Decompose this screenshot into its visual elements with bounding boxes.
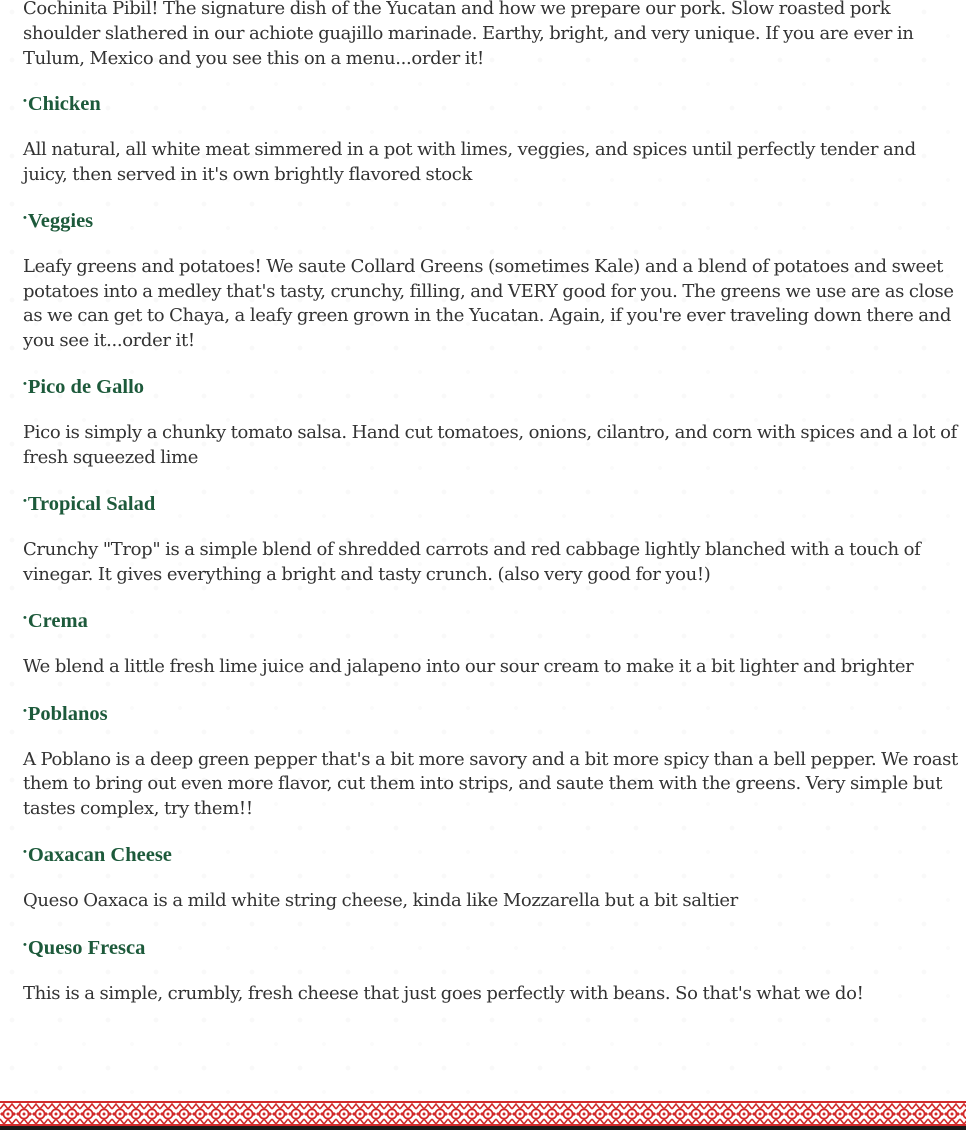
item-description: We blend a little fresh lime juice and jalapeno into our sour cream to make it a bit lighter and brighter: [23, 656, 914, 677]
item-title: [23, 208, 958, 235]
item-title: [23, 935, 958, 962]
item-title: [23, 91, 958, 118]
bullet: •: [23, 846, 27, 858]
item-description: Crunchy "Trop" is a simple blend of shredded carrots and red cabbage lightly blanched with a touch of vinegar. It gives everything a bright and tasty crunch. (also very good for you!): [23, 539, 921, 585]
item-description: All natural, all white meat simmered in a pot with limes, veggies, and spices until perfectly tender and juicy, then served in it's own brightly flavored stock: [23, 139, 916, 185]
item-description: Leafy greens and potatoes! We saute Collard Greens (sometimes Kale) and a blend of potatoes and sweet potatoes into a medley that's tasty, crunchy, filling, and VERY good for you. The greens we use are as close as we can get to Chaya, a leafy green grown in the Yucatan. Again, if you're ever traveling down there and you see it...order it!: [23, 256, 954, 351]
bullet: •: [23, 938, 27, 951]
item-description: This is a simple, crumbly, fresh cheese that just goes perfectly with beans. So that's what we do!: [23, 982, 864, 1004]
item-title: [23, 608, 958, 635]
menu-item-oaxacan-cheese: [23, 842, 958, 914]
bullet: •: [23, 612, 27, 624]
item-title-text: Veggies: [27, 210, 94, 232]
bullet: •: [23, 495, 27, 507]
item-description: A Poblano is a deep green pepper that's a bit more savory and a bit more spicy than a bell pepper. We roast them to bring out even more flavor, cut them into strips, and saute them with the greens. Very simple but tastes complex, try them!!: [23, 748, 958, 819]
menu-item-poblanos: [23, 701, 958, 822]
pattern-fill: [0, 1101, 966, 1126]
menu-item-tropical-salad: [23, 491, 958, 587]
menu-content: [23, 0, 958, 1027]
item-description: Queso Oaxaca is a mild white string cheese, kinda like Mozzarella but a bit saltier: [23, 890, 738, 911]
item-description: Pico is simply a chunky tomato salsa. Hand cut tomatoes, onions, cilantro, and corn with spices and a lot of fresh squeezed lime: [23, 422, 957, 468]
item-title: [23, 842, 958, 869]
item-title: [23, 374, 958, 401]
item-title-text: Pico de Gallo: [27, 376, 145, 398]
pattern-border-graphic: [0, 1101, 966, 1126]
bullet: •: [23, 95, 27, 107]
menu-item-veggies: [23, 208, 958, 353]
item-title-text: Chicken: [27, 93, 101, 115]
item-title: [23, 491, 958, 518]
item-title-text: Oaxacan Cheese: [27, 844, 172, 866]
item-title-text: Crema: [27, 610, 88, 632]
bullet: •: [23, 212, 27, 224]
bullet: •: [23, 378, 27, 390]
item-title-text: Tropical Salad: [27, 493, 156, 515]
menu-item-queso-fresca: [23, 935, 958, 1007]
item-title: [23, 701, 958, 728]
bottom-border-bar: [0, 1126, 966, 1130]
menu-item-crema: [23, 608, 958, 680]
item-title-text: Poblanos: [27, 702, 108, 725]
intro-description: Cochinita Pibil! The signature dish of the Yucatan and how we prepare our pork. Slow roasted pork shoulder slathered in our achiote guajillo marinade. Earthy, bright, and very unique. If you are ever in Tulum, Mexico and you see this on a menu...order it!: [23, 0, 914, 69]
item-title-text: Queso Fresca: [27, 936, 146, 959]
bullet: •: [23, 704, 27, 717]
menu-item-pico-de-gallo: [23, 374, 958, 470]
decorative-pattern-border: [0, 1101, 966, 1126]
menu-item-chicken: [23, 91, 958, 187]
